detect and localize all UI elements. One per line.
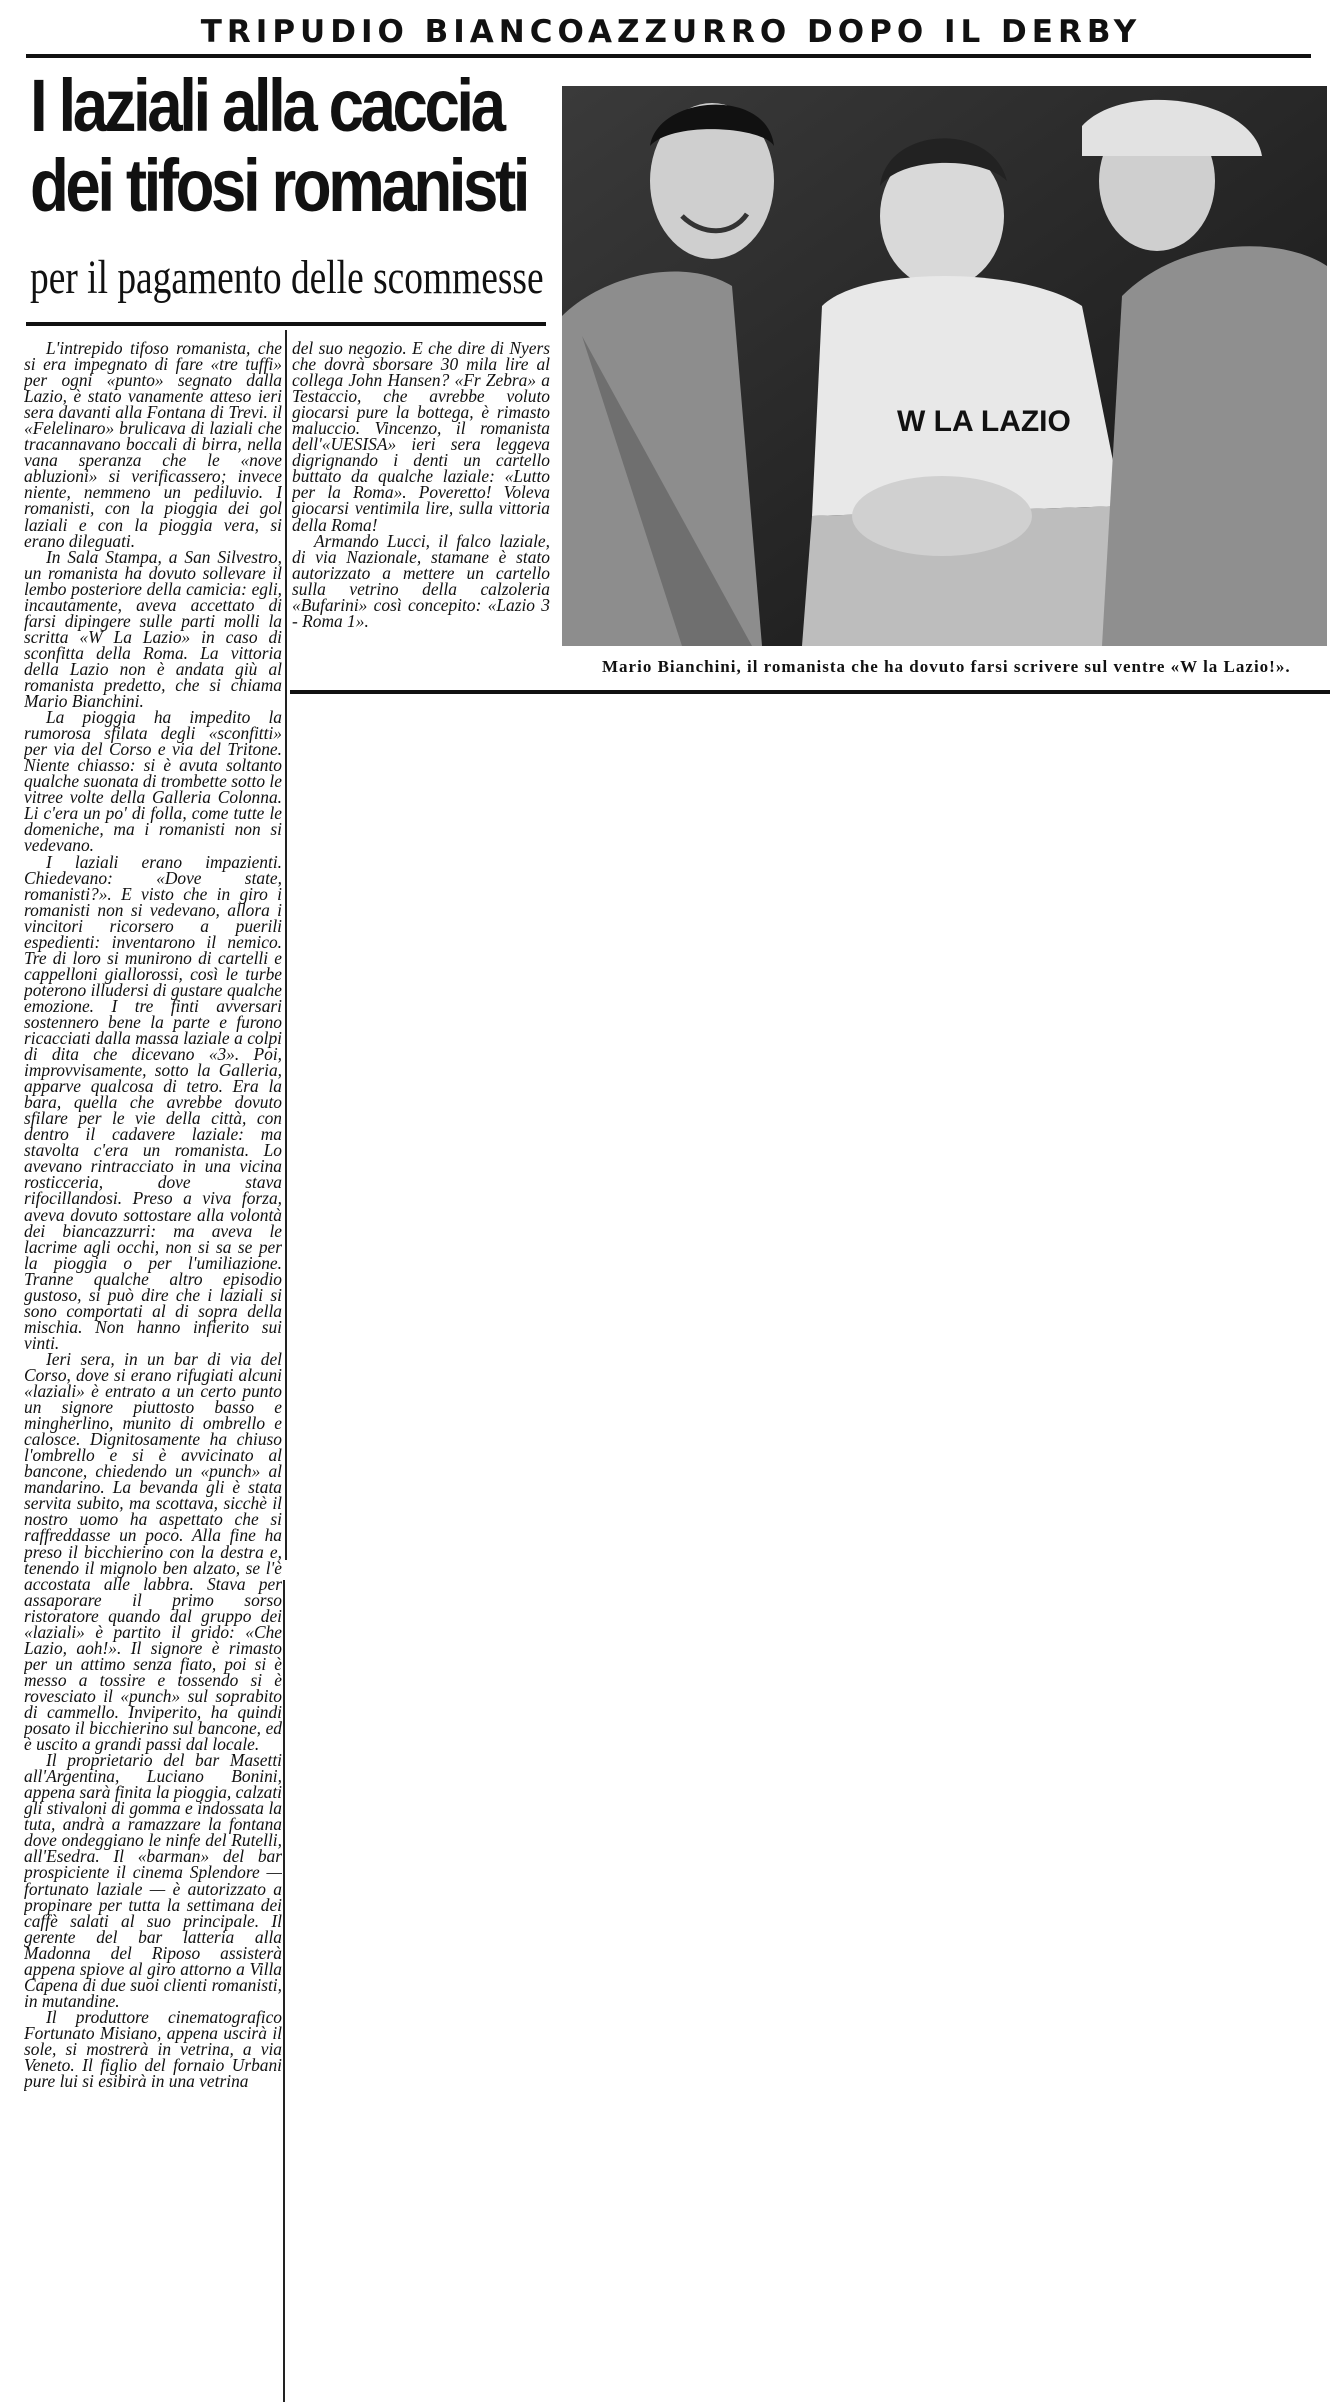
- headline-line-1: I laziali alla caccia: [30, 64, 503, 147]
- photo-caption: Mario Bianchini, il romanista che ha dovuto farsi scrivere sul ventre «W la Lazio!».: [602, 657, 1291, 676]
- paragraph: L'intrepido tifoso romanista, che si era impegnato di fare «tre tuffi» per ogni «punto» segnato dalla Lazio, è stato vanamente atteso ieri sera davanti alla Fontana di Trevi. il «Felelinaro» brulicava di laziali che tracannavano boccali di birra, nella vana speranza che le «nove abluzioni» si verificassero; invece niente, nemmeno un pediluvio. I romanisti, con la pioggia dei gol laziali e con la pioggia vera, si erano dileguati.: [24, 340, 282, 551]
- paragraph: del suo negozio. E che dire di Nyers che dovrà sborsare 30 mila lire al collega John Hansen? «Fr Zebra» a Testaccio, che avrebbe voluto giocarsi pure la bottega, è rimasto maluccio. Vincenzo, il romanista dell'«UESISA» ieri sera leggeva digrignando i denti un cartello buttato da qualche laziale: «Lutto per la Roma». Poveretto! Voleva giocarsi ventimila lire, sulla vittoria della Roma!: [292, 340, 550, 535]
- photo-illustration: [562, 86, 1327, 646]
- kicker-headline: TRIPUDIO BIANCOAZZURRO DOPO IL DERBY: [200, 14, 1142, 50]
- paragraph: Ieri sera, in un bar di via del Corso, dove si erano rifugiati alcuni «laziali» è entrato a un certo punto un signore piuttosto basso e mingherlino, munito di ombrello e calosce. Dignitosamente ha chiuso l'ombrello e si è avvicinato al bancone, chiedendo un «punch» al mandarino. La bevanda gli è stata servita subito, ma scottava, sicchè il nostro uomo ha aspettato che si raffreddasse un poco. Alla fine ha preso il bicchierino con la destra e, tenendo il mignolo ben alzato, se l'è accostata alle labbra. Stava per assaporare il primo sorso ristoratore quando dal gruppo dei «laziali» è partito il grido: «Che Lazio, aoh!». Il signore è rimasto per un attimo senza fiato, poi si è messo a tossire e tossendo si è rovesciato il «punch» sul soprabito di cammello. Inviperito, ha quindi posato il bicchierino sul bancone, ed è uscito a grandi passi dal locale.: [24, 1348, 282, 1755]
- headline-rule: [26, 322, 546, 326]
- caption-rule: [290, 690, 1330, 694]
- news-photo: [562, 86, 1327, 646]
- headline-line-2: dei tifosi romanisti: [30, 144, 527, 227]
- shirt-lettering: W LA LAZIO: [897, 405, 1071, 438]
- paragraph: Armando Lucci, il falco laziale, di via Nazionale, stamane è stato autorizzato a mettere un cartello sulla vetrino della calzoleria «Bufarini» così concepito: «Lazio 3 - Roma 1».: [292, 530, 550, 631]
- paragraph: Il proprietario del bar Masetti all'Argentina, Luciano Bonini, appena sarà finita la pioggia, calzati gli stivaloni di gomma e indossata la tuta, andrà a ramazzare la fontana dove ondeggiano le ninfe del Rutelli, all'Esedra. Il «barman» del bar prospiciente il cinema Splendore — fortunato laziale — è autorizzato a propinare per tutta la settimana dei caffè salati al suo principale. Il gerente del bar latteria alla Madonna del Riposo assisterà appena spiove al giro attorno a Villa Capena di due suoi clienti romanisti, in mutandine.: [24, 1750, 282, 2011]
- paragraph: I laziali erano impazienti. Chiedevano: «Dove state, romanisti?». E visto che in giro i romanisti non si vedevano, allora i vincitori ricorsero a puerili espedienti: inventarono il nemico. Tre di loro si munirono di cartelli e cappelloni giallorossi, così le turbe poterono illudersi di gustare qualche emozione. I tre finti avversari sostennero bene la parte e furono ricacciati dalla massa laziale a colpi di dita che dicevano «3». Poi, improvvisamente, sotto la Galleria, apparve qualcosa di tetro. Era la bara, quella che avrebbe dovuto sfilare per le vie della città, con dentro il cadavere laziale: ma stavolta c'era un romanista. Lo avevano rintracciato in una vicina rosticceria, dove stava rifocillandosi. Preso a viva forza, aveva dovuto sottostare alla volontà dei biancazzurri: ma aveva le lacrime agli occhi, non si sa se per la pioggia o per l'umiliazione. Tranne qualche altro episodio gustoso, si può dire che i laziali si sono comportati al di sopra della mischia. Non hanno infierito sui vinti.: [24, 851, 282, 1353]
- paragraph: Il produttore cinematografico Fortunato Misiano, appena uscirà il sole, si mostrerà in vetrina, a via Veneto. Il figlio del fornaio Urbani pure lui si esibirà in una vetrina: [24, 2006, 282, 2092]
- paragraph: La pioggia ha impedito la rumorosa sfilata degli «sconfitti» per via del Corso e via del Tritone. Niente chiasso: si è avuta soltanto qualche suonata di trombette sotto le vitree volte della Galleria Colonna. Li c'era un po' di folla, come tutte le domeniche, ma i romanisti non si vedevano.: [24, 707, 282, 856]
- headline: [30, 64, 527, 227]
- column-rule-lower: [283, 1580, 285, 2402]
- article-column-1: [24, 340, 282, 2400]
- paragraph: In Sala Stampa, a San Silvestro, un romanista ha dovuto sollevare il lembo posteriore della camicia: egli, incautamente, aveva accettato di farsi dipingere sulle parti molli la scritta «W La Lazio» in caso di sconfitta della Roma. La vittoria della Lazio non è andata giù al romanista predetto, che si chiama Mario Bianchini.: [24, 546, 282, 712]
- subheadline: per il pagamento delle scommesse: [30, 251, 544, 304]
- article-column-2: [292, 340, 550, 685]
- top-rule: [26, 54, 1311, 58]
- column-rule: [285, 330, 287, 1560]
